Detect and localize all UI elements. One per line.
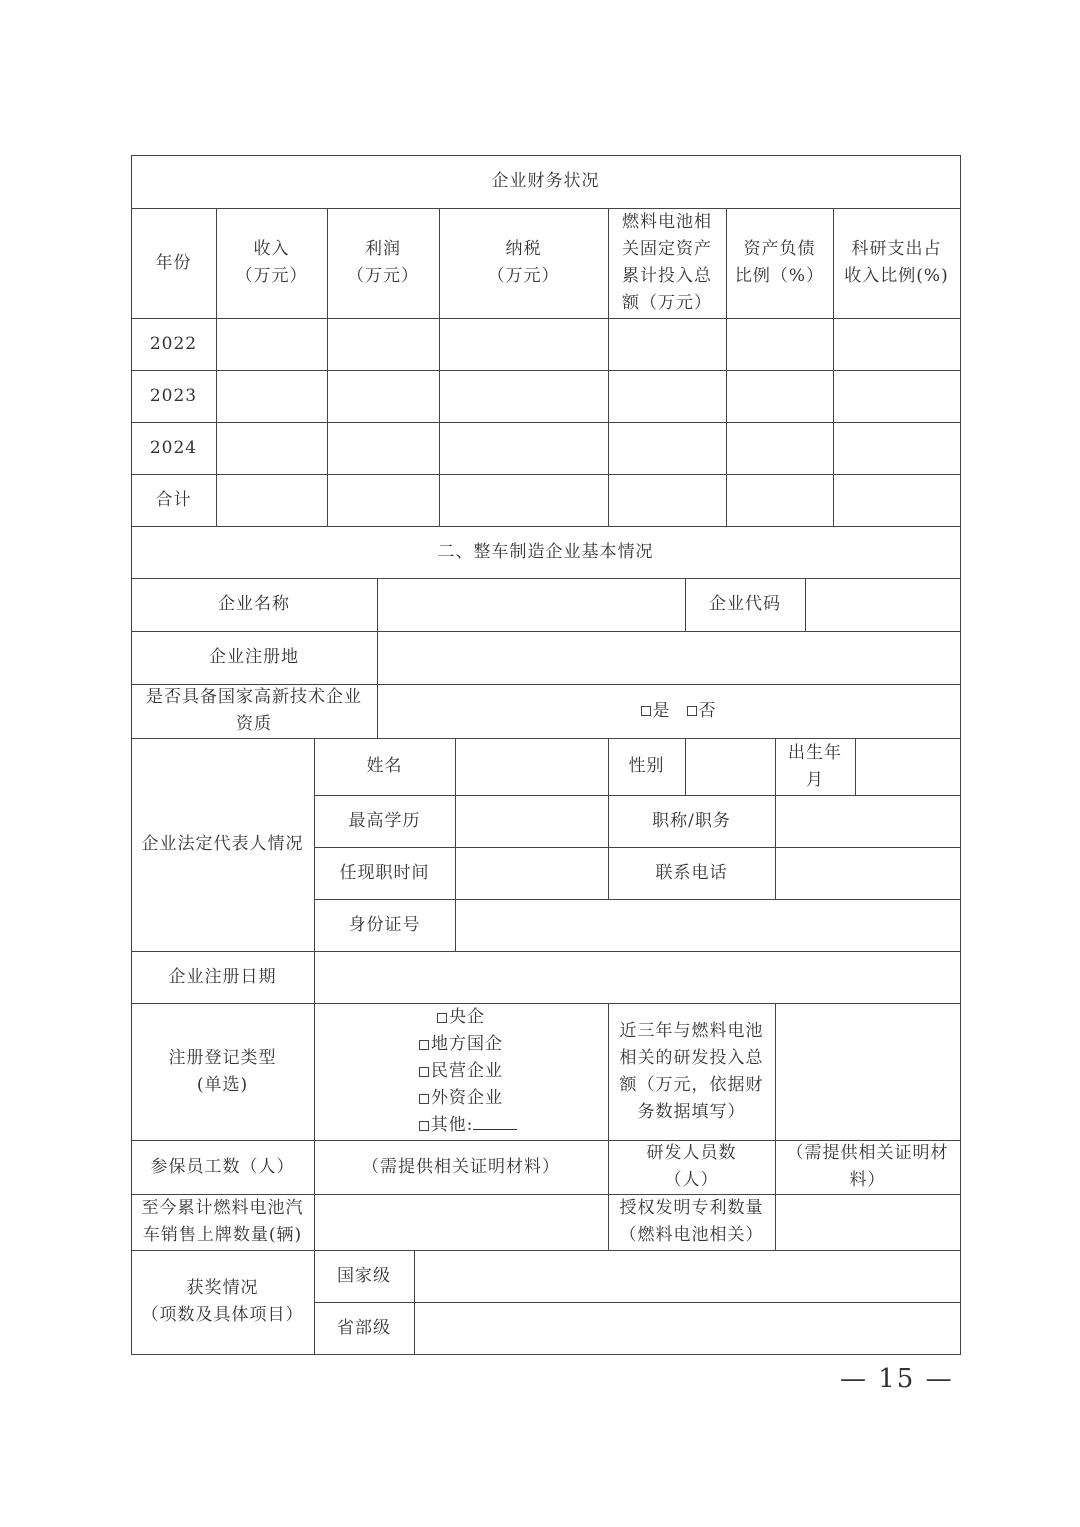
company-name-field[interactable] bbox=[377, 578, 685, 631]
grid-line bbox=[775, 738, 776, 900]
grid-line bbox=[131, 474, 961, 475]
hightech-yes-label: 是 bbox=[652, 700, 671, 721]
checkbox-icon bbox=[687, 706, 697, 716]
rd-staff-field[interactable] bbox=[775, 1140, 960, 1194]
grid-line bbox=[131, 1194, 961, 1195]
award-national-label: 国家级 bbox=[337, 1265, 391, 1286]
grid-line bbox=[726, 208, 727, 527]
rep-name-label: 姓名 bbox=[366, 756, 403, 776]
company-code-field[interactable] bbox=[805, 578, 960, 631]
grid-line bbox=[131, 370, 961, 371]
rep-birth-field[interactable] bbox=[855, 738, 960, 795]
hightech-no-checkbox[interactable] bbox=[687, 698, 717, 725]
reg-type-option-local-soe[interactable] bbox=[419, 1031, 503, 1058]
reg-date-field[interactable] bbox=[314, 951, 960, 1003]
rep-phone-field[interactable] bbox=[775, 847, 960, 899]
header-rd-ratio-l1: 科研支出占 bbox=[851, 239, 942, 259]
reg-type-option-label: 其他: bbox=[430, 1115, 474, 1135]
checkbox-icon bbox=[437, 1013, 447, 1023]
rep-title-label: 职称/职务 bbox=[652, 810, 731, 831]
rd-invest-l3: 额（万元，依据财 bbox=[619, 1074, 764, 1095]
award-national-field[interactable] bbox=[414, 1250, 960, 1302]
proof-note2-l2: 料） bbox=[849, 1170, 886, 1190]
rd-invest-label bbox=[608, 1003, 775, 1140]
rep-birth-l1: 出生年 bbox=[788, 742, 842, 763]
header-fixed-assets bbox=[608, 208, 726, 318]
page-number: — 15 — bbox=[840, 1364, 954, 1394]
awards-l2: （项数及具体项目） bbox=[141, 1305, 304, 1325]
reg-type-option-foreign[interactable] bbox=[419, 1085, 503, 1112]
awards-l1: 获奖情况 bbox=[186, 1278, 259, 1298]
header-tax-l1: 纳税 bbox=[505, 239, 542, 259]
reg-date-label: 企业注册日期 bbox=[168, 966, 277, 987]
grid-line bbox=[131, 631, 961, 632]
reg-type-label bbox=[131, 1003, 314, 1140]
reg-type-option-label: 央企 bbox=[449, 1007, 485, 1027]
reg-type-l1: 注册登记类型 bbox=[168, 1047, 277, 1068]
checkbox-icon bbox=[419, 1121, 429, 1131]
header-year: 年份 bbox=[155, 252, 192, 273]
grid-line bbox=[775, 1003, 776, 1251]
patents-label bbox=[608, 1194, 775, 1250]
section2-title: 二、整车制造企业基本情况 bbox=[437, 541, 654, 562]
header-revenue-l1: 收入 bbox=[253, 239, 290, 259]
rep-gender-field[interactable] bbox=[685, 738, 775, 795]
grid-line bbox=[414, 1250, 415, 1355]
grid-line bbox=[314, 899, 961, 900]
header-fixed-assets-l1: 燃料电池相 bbox=[622, 212, 712, 232]
header-tax bbox=[439, 208, 608, 318]
grid-line bbox=[131, 1140, 961, 1141]
header-debt-ratio-l2: 比例（%） bbox=[734, 266, 825, 286]
grid-line bbox=[805, 578, 806, 632]
reg-type-option-private[interactable] bbox=[419, 1058, 503, 1085]
rd-invest-field[interactable] bbox=[775, 1003, 960, 1140]
grid-line bbox=[314, 847, 961, 848]
checkbox-icon bbox=[641, 706, 651, 716]
patents-field[interactable] bbox=[775, 1194, 960, 1250]
grid-line bbox=[855, 738, 856, 796]
grid-line bbox=[131, 738, 961, 739]
hightech-options bbox=[377, 684, 960, 738]
grid-line bbox=[131, 155, 132, 1355]
insured-staff-label: 参保员工数（人） bbox=[150, 1156, 295, 1177]
award-provincial-field[interactable] bbox=[414, 1302, 960, 1354]
grid-line bbox=[131, 1003, 961, 1004]
header-fixed-assets-l3: 累计投入总 bbox=[622, 266, 712, 286]
company-name-label: 企业名称 bbox=[218, 594, 290, 614]
header-rd-ratio bbox=[833, 208, 960, 318]
grid-line bbox=[131, 208, 961, 209]
hightech-yes-checkbox[interactable] bbox=[641, 698, 671, 725]
reg-type-option-label: 外资企业 bbox=[431, 1088, 503, 1108]
hightech-label-l2: 资质 bbox=[236, 714, 272, 734]
rep-education-field[interactable] bbox=[455, 795, 608, 847]
patents-l1: 授权发明专利数量 bbox=[619, 1198, 764, 1218]
other-blank-line[interactable] bbox=[473, 1115, 517, 1130]
reg-type-options bbox=[314, 1003, 608, 1140]
header-profit bbox=[327, 208, 439, 318]
grid-line bbox=[833, 208, 834, 527]
rep-id-field[interactable] bbox=[455, 899, 960, 951]
hightech-label bbox=[131, 684, 377, 738]
company-code-label: 企业代码 bbox=[709, 594, 781, 614]
grid-line bbox=[608, 738, 609, 900]
grid-line bbox=[131, 422, 961, 423]
rep-gender-label: 性别 bbox=[628, 756, 665, 776]
hightech-label-l1: 是否具备国家高新技术企业 bbox=[146, 687, 362, 707]
grid-line bbox=[960, 155, 961, 1355]
row-year-2023: 2023 bbox=[149, 385, 198, 406]
grid-line bbox=[439, 208, 440, 527]
grid-line bbox=[131, 1250, 961, 1251]
rep-title-field[interactable] bbox=[775, 795, 960, 847]
grid-line bbox=[314, 738, 315, 1355]
grid-line bbox=[131, 155, 961, 156]
vehicles-sold-l2: 车销售上牌数量(辆) bbox=[142, 1225, 303, 1245]
grid-line bbox=[314, 795, 961, 796]
registered-place-field[interactable] bbox=[377, 631, 960, 684]
grid-line bbox=[131, 684, 961, 685]
grid-line bbox=[608, 208, 609, 527]
vehicles-sold-l1: 至今累计燃料电池汽 bbox=[141, 1198, 304, 1218]
rep-id-label: 身份证号 bbox=[348, 914, 421, 935]
registered-place-label: 企业注册地 bbox=[209, 647, 299, 667]
header-revenue-l2: （万元） bbox=[235, 266, 308, 286]
awards-label bbox=[131, 1250, 314, 1354]
header-fixed-assets-l4: 额（万元） bbox=[622, 293, 712, 313]
hightech-no-label: 否 bbox=[698, 700, 717, 721]
vehicles-sold-field[interactable] bbox=[314, 1194, 608, 1250]
header-profit-l1: 利润 bbox=[365, 239, 401, 259]
rep-education-label: 最高学历 bbox=[348, 810, 421, 831]
rd-staff-l1: 研发人员数 bbox=[646, 1143, 737, 1163]
rep-birth-label bbox=[775, 738, 855, 795]
award-provincial-label: 省部级 bbox=[337, 1317, 391, 1338]
rd-invest-l4: 务数据填写） bbox=[637, 1101, 746, 1122]
header-fixed-assets-l2: 关固定资产 bbox=[622, 239, 712, 259]
rd-invest-l2: 相关的研发投入总 bbox=[619, 1047, 764, 1068]
rep-phone-label: 联系电话 bbox=[655, 862, 728, 883]
patents-l2: （燃料电池相关） bbox=[619, 1225, 764, 1245]
grid-line bbox=[131, 526, 961, 527]
rep-tenure-field[interactable] bbox=[455, 847, 608, 899]
reg-type-option-label: 地方国企 bbox=[431, 1034, 503, 1054]
rep-tenure-label: 任现职时间 bbox=[339, 862, 430, 883]
grid-line bbox=[327, 208, 328, 527]
row-year-2022: 2022 bbox=[149, 333, 198, 354]
row-year-2024: 2024 bbox=[149, 437, 198, 458]
reg-type-l2: (单选) bbox=[196, 1074, 249, 1095]
rd-staff-l2: （人） bbox=[664, 1170, 719, 1190]
proof-note2-l1: （需提供相关证明材 bbox=[786, 1143, 949, 1163]
vehicles-sold-label bbox=[131, 1194, 314, 1250]
reg-type-option-other[interactable] bbox=[405, 1112, 518, 1139]
reg-type-option-central[interactable] bbox=[437, 1004, 485, 1031]
grid-line bbox=[455, 738, 456, 952]
rd-staff-label bbox=[608, 1140, 775, 1194]
grid-line bbox=[131, 578, 961, 579]
grid-line bbox=[685, 578, 686, 632]
rep-name-field[interactable] bbox=[455, 738, 608, 795]
header-debt-ratio-l1: 资产负债 bbox=[743, 239, 816, 259]
header-rd-ratio-l2: 收入比例(%) bbox=[844, 266, 949, 286]
grid-line bbox=[377, 578, 378, 739]
header-tax-l2: （万元） bbox=[487, 266, 560, 286]
grid-line bbox=[131, 951, 961, 952]
grid-line bbox=[131, 318, 961, 319]
finance-title: 企业财务状况 bbox=[491, 171, 600, 191]
grid-line bbox=[216, 208, 217, 527]
header-revenue bbox=[216, 208, 327, 318]
legal-rep-label: 企业法定代表人情况 bbox=[141, 834, 304, 854]
rep-birth-l2: 月 bbox=[806, 769, 824, 790]
checkbox-icon bbox=[419, 1040, 429, 1050]
rd-invest-l1: 近三年与燃料电池 bbox=[619, 1020, 764, 1041]
row-total: 合计 bbox=[155, 489, 192, 510]
grid-line bbox=[131, 1354, 961, 1355]
grid-line bbox=[608, 1003, 609, 1251]
reg-type-option-label: 民营企业 bbox=[431, 1061, 503, 1081]
insured-staff-field[interactable]: （需提供相关证明材料） bbox=[362, 1156, 560, 1177]
header-debt-ratio bbox=[726, 208, 833, 318]
checkbox-icon bbox=[419, 1067, 429, 1077]
header-profit-l2: （万元） bbox=[347, 266, 419, 286]
checkbox-icon bbox=[419, 1094, 429, 1104]
grid-line bbox=[314, 1302, 961, 1303]
grid-line bbox=[685, 738, 686, 796]
